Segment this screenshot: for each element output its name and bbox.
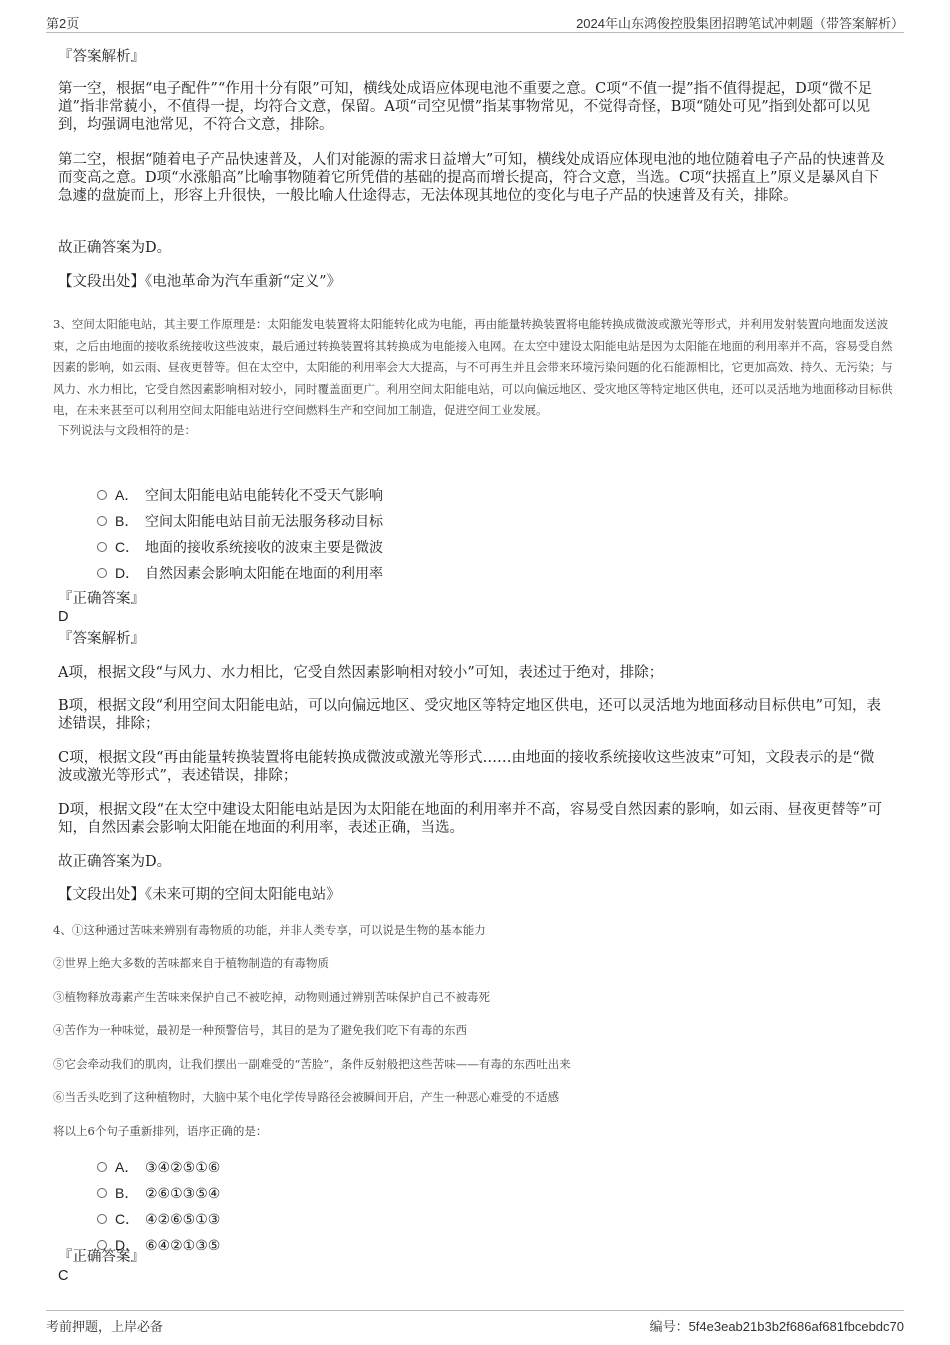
q2-conclusion: 故正确答案为D。	[58, 240, 172, 256]
q3-analysis-c: C项，根据文段“再由能量转换装置将电能转换成微波或激光等形式……由地面的接收系统接收这些波束”可知，文段表示的是“微波或激光等形式”，表述错误，排除；	[58, 750, 875, 784]
q2-analysis-label: 『答案解析』	[58, 49, 145, 65]
radio-icon[interactable]	[97, 490, 107, 500]
q3-passage: 3、空间太阳能电站，其主要工作原理是：太阳能发电装置将太阳能转化成为电能，再由能量转换装置将电能转换成微波或激光等形式，并利用发射装置向地面发送波束，之后由地面的接收系统接收这些波束，最后通过转换装置将其转换成为电能接入电网。在太空中建设太阳能电站是因为太阳能在地面的利用率并不高，容易受自然因素的影响，如云雨、昼夜更替等。但在太空中，太阳能的利用率会大大提高，与不可再生并且会带来环境污染问题的化石能源相比，它更加高效、持久、无污染；与风力、水力相比，它受自然因素影响相对较小，同时覆盖面更广。利用空间太阳能电站，可以向偏远地区、受灾地区等特定地区供电，还可以灵活地为地面移动目标供电，在未来甚至可以利用空间太阳能电站进行空间燃料生产和空间加工制造，促进空间工业发展。	[53, 317, 893, 417]
q3-option-d[interactable]: D． 自然因素会影响太阳能在地面的利用率	[97, 563, 383, 583]
q4-sentence-6: ⑥当舌头吃到了这种植物时，大脑中某个电化学传导路径会被瞬间开启，产生一种恶心难受的不适感	[53, 1090, 559, 1104]
q4-answer-label: 『正确答案』	[58, 1249, 145, 1265]
radio-icon[interactable]	[97, 568, 107, 578]
q3-analysis-a: A项，根据文段“与风力、水力相比，它受自然因素影响相对较小”可知，表述过于绝对，排除；	[58, 665, 664, 681]
radio-icon[interactable]	[97, 1188, 107, 1198]
radio-icon[interactable]	[97, 542, 107, 552]
q4-answer: C	[58, 1268, 69, 1284]
q3-analysis-label: 『答案解析』	[58, 631, 145, 647]
radio-icon[interactable]	[97, 1162, 107, 1172]
footer-slogan: 考前押题，上岸必备	[46, 1319, 164, 1334]
radio-icon[interactable]	[97, 1214, 107, 1224]
q4-option-d[interactable]: D． ⑥④②①③⑤	[97, 1235, 220, 1255]
radio-icon[interactable]	[97, 516, 107, 526]
q4-sentence-1: 4、①这种通过苦味来辨别有毒物质的功能，并非人类专享，可以说是生物的基本能力	[53, 923, 486, 937]
q2-source: 【文段出处】《电池革命为汽车重新“定义”》	[58, 274, 342, 290]
q3-source: 【文段出处】《未来可期的空间太阳能电站》	[58, 887, 341, 903]
q3-option-a[interactable]: A． 空间太阳能电站电能转化不受天气影响	[97, 485, 383, 505]
q3-answer: D	[58, 609, 69, 625]
q2-analysis-para-2: 第二空，根据“随着电子产品快速普及，人们对能源的需求日益增大”可知，横线处成语应体现电池的地位随着电子产品的快速普及而变高之意。D项“水涨船高”比喻事物随着它所凭借的基础的提高而增长提高，符合文意，当选。C项“扶摇直上”原义是暴风自下急遽的盘旋而上，形容上升很快，一般比喻人仕途得志，无法体现其地位的变化与电子产品的快速普及有关，排除。	[58, 152, 885, 204]
q4-option-c[interactable]: C． ④②⑥⑤①③	[97, 1209, 220, 1229]
page-footer	[46, 1310, 904, 1339]
q3-analysis-d: D项，根据文段“在太空中建设太阳能电站是因为太阳能在地面的利用率并不高，容易受自然因素的影响，如云雨、昼夜更替等”可知，自然因素会影响太阳能在地面的利用率，表述正确，当选。	[58, 802, 882, 836]
q4-sentence-4: ④苦作为一种味觉，最初是一种预警信号，其目的是为了避免我们吃下有毒的东西	[53, 1023, 467, 1037]
q4-sentence-5: ⑤它会牵动我们的肌肉，让我们摆出一副难受的“苦脸”，条件反射般把这些苦味——有毒的东西吐出来	[53, 1057, 571, 1071]
q4-sentence-2: ②世界上绝大多数的苦味都来自于植物制造的有毒物质	[53, 956, 329, 970]
q4-option-a[interactable]: A． ③④②⑤①⑥	[97, 1157, 220, 1177]
q3-prompt: 下列说法与文段相符的是：	[58, 423, 196, 437]
q3-analysis-b: B项，根据文段“利用空间太阳能电站，可以向偏远地区、受灾地区等特定地区供电，还可以灵活地为地面移动目标供电”可知，表述错误，排除；	[58, 698, 881, 732]
page-header	[46, 10, 904, 33]
q3-option-c[interactable]: C． 地面的接收系统接收的波束主要是微波	[97, 537, 383, 557]
document-id: 编号：5f4e3eab21b3b2f686af681fbcebdc70	[649, 1319, 904, 1334]
q4-option-b[interactable]: B． ②⑥①③⑤④	[97, 1183, 220, 1203]
q3-conclusion: 故正确答案为D。	[58, 854, 172, 870]
q4-prompt: 将以上6个句子重新排列，语序正确的是：	[53, 1124, 268, 1138]
document-title: 2024年山东鸿俊控股集团招聘笔试冲刺题（带答案解析）	[576, 16, 904, 31]
q2-analysis-para-1: 第一空，根据“电子配件”“作用十分有限”可知，横线处成语应体现电池不重要之意。C项“不值一提”指不值得提起，D项“微不足道”指非常藐小，不值得一提，均符合文意，保留。A项“司空见惯”指某事物常见，不觉得奇怪，B项“随处可见”指到处都可以见到，均强调电池常见，不符合文意，排除。	[58, 81, 873, 133]
q3-answer-label: 『正确答案』	[58, 591, 145, 607]
page-number: 第2页	[46, 16, 80, 31]
q3-option-b[interactable]: B． 空间太阳能电站目前无法服务移动目标	[97, 511, 383, 531]
q4-sentence-3: ③植物释放毒素产生苦味来保护自己不被吃掉，动物则通过辨别苦味保护自己不被毒死	[53, 990, 490, 1004]
